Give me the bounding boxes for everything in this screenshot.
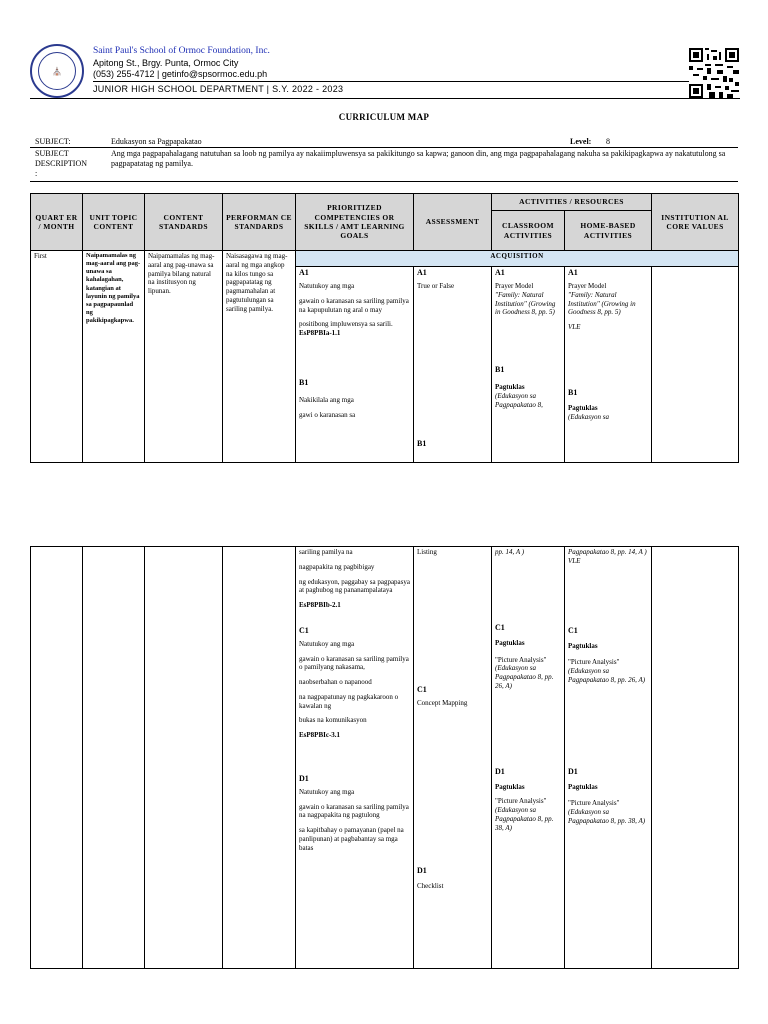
homebased-b1-label: B1 [568, 387, 578, 397]
subject-label: SUBJECT: [35, 137, 71, 146]
competency-b1-text2: gawi o karanasan sa [299, 410, 356, 419]
quarter-value: First [34, 252, 47, 260]
classroom-activity-cell-cont [492, 547, 565, 969]
homebased-d1-resource: (Edukasyon sa Pagpapakatao 8, pp. 38, A) [568, 808, 646, 825]
homebased-activity-cell-cont [565, 547, 652, 969]
core-values-cell [652, 267, 739, 463]
assessment-listing: Listing [417, 548, 437, 556]
description-label-3: : [35, 169, 38, 178]
classroom-d1-label: D1 [495, 766, 505, 776]
header-activities: ACTIVITIES / RESOURCES [492, 194, 652, 211]
competency-c1-text1: Natutukoy ang mga [299, 639, 355, 648]
homebased-c1-label: C1 [568, 625, 578, 635]
classroom-b1-resource: (Edukasyon sa Pagpapakatao 8, [495, 391, 543, 409]
homebased-cont-text: Pagpapakatao 8, pp. 14, A ) VLE [568, 548, 647, 565]
performance-standard-cell [223, 251, 296, 463]
classroom-d1-text: Pagtuklas [495, 782, 525, 791]
competency-b1-text1: Nakikilala ang mga [299, 395, 354, 404]
unit-cell-cont [83, 547, 145, 969]
homebased-c1-text: Pagtuklas [568, 641, 598, 650]
core-values-cell-cont [652, 547, 739, 969]
unit-value: Naipamamalas ng mag-aaral ang pag-unawa sa kahalagahan, katangian at layunin ng pamilya sa pagpapaunlad ng pakikipagkapwa. [86, 252, 141, 324]
description-label-1: SUBJECT [35, 149, 69, 158]
page-title: CURRICULUM MAP [338, 112, 430, 122]
competency-c1-text2: gawain o karanasan sa sariling pamilya o pamilyang nakasama, [299, 654, 409, 672]
content-standard-cell-cont [145, 547, 223, 969]
classroom-a1-resource: "Family: Natural Institution" (Growing in Goodness 8, pp. 5) [495, 290, 556, 317]
competency-a1-code: EsP8PBIa-1.1 [299, 329, 341, 337]
competency-d1-text1: Natutukoy ang mga [299, 787, 355, 796]
subject-description: Ang mga pagpapahalagang natutuhan sa loob ng pamilya ay nakaiimpluwensya sa pakikitungo sa kapwa; ganoon din, ang mga pagpapahalagang nakuha sa pakikipagkapwa ay nakatutulong sa pagpapatatag ng pamilya. [111, 149, 726, 168]
assessment-d1-text: Checklist [417, 881, 444, 890]
assessment-d1-label: D1 [417, 865, 427, 875]
classroom-c1-quote: "Picture Analysis" [495, 655, 547, 664]
description-label-2: DESCRIPTION [35, 159, 88, 168]
classroom-activity-cell [492, 267, 565, 463]
competency-d1-text2: gawain o karanasan sa sariling pamilya na nagpapakita ng pagtulong [299, 802, 409, 820]
header-quarter: QUART ER / MONTH [31, 194, 83, 251]
classroom-c1-label: C1 [495, 622, 505, 632]
classroom-cont-text: pp. 14, A ) [495, 548, 525, 556]
assessment-cell-cont [414, 547, 492, 969]
school-name: Saint Paul's School of Ormoc Foundation, Inc. [93, 46, 270, 56]
classroom-a1-text: Prayer Model [495, 282, 534, 290]
homebased-b1-resource: (Edukasyon sa [568, 412, 610, 421]
competency-cell [296, 267, 414, 463]
competency-c1-text4: na nagpapatunay ng pagkakaroon o kawalan ng [299, 692, 399, 710]
competency-a1-text1: Natutukoy ang mga [299, 282, 355, 290]
classroom-c1-text: Pagtuklas [495, 638, 525, 647]
quarter-cell [31, 251, 83, 463]
homebased-d1-quote: "Picture Analysis" [568, 799, 620, 808]
homebased-activity-cell [565, 267, 652, 463]
competency-code-b1: EsP8PBIb-2.1 [299, 601, 341, 609]
header-assessment: ASSESSMENT [414, 194, 492, 251]
header-homebased: HOME-BASED ACTIVITIES [565, 211, 652, 251]
quarter-cell-cont [31, 547, 83, 969]
homebased-b1-text: Pagtuklas [568, 403, 598, 412]
classroom-d1-quote: "Picture Analysis" [495, 797, 547, 806]
level-value: 8 [606, 137, 610, 146]
performance-standard-value: Naisasagawa ng mag-aaral ng mga angkop na kilos tungo sa pagpapatatag ng pagmamahalan at pagtutulungan sa sariling pamilya. [226, 252, 288, 313]
competency-c1-label: C1 [299, 625, 309, 635]
homebased-a1-vle: VLE [568, 323, 581, 331]
classroom-a1-label: A1 [495, 268, 505, 277]
header-content-standards: CONTENT STANDARDS [145, 194, 223, 251]
subject-value: Edukasyon sa Pagpapakatao [111, 137, 202, 146]
competency-a1-text3: positibong impluwensya sa sarili. [299, 320, 393, 329]
qr-code-icon [689, 48, 739, 98]
assessment-c1-label: C1 [417, 684, 427, 694]
subject-rule [30, 147, 738, 148]
assessment-b1-label: B1 [417, 438, 427, 448]
header-classroom: CLASSROOM ACTIVITIES [492, 211, 565, 251]
competency-cont-text1: sariling pamilya na [299, 548, 353, 556]
level-label: Level: [570, 137, 592, 146]
competency-code-c1: EsP8PBIc-3.1 [299, 731, 341, 739]
curriculum-table-page2 [30, 546, 739, 969]
competency-c1-text3: naobserbahan o napanood [299, 678, 372, 686]
header-bottom-rule [30, 98, 740, 99]
header-divider [93, 81, 693, 82]
unit-cell [83, 251, 145, 463]
competency-d1-label: D1 [299, 773, 309, 783]
seal-icon: ⛪ [38, 52, 76, 90]
school-address: Apitong St., Brgy. Punta, Ormoc City [93, 58, 239, 68]
header-performance-standards: PERFORMAN CE STANDARDS [223, 194, 296, 251]
header-competencies: PRIORITIZED COMPETENCIES OR SKILLS / AMT LEARNING GOALS [296, 194, 414, 251]
curriculum-table-page1 [30, 193, 739, 463]
homebased-d1-label: D1 [568, 766, 578, 776]
homebased-c1-resource: (Edukasyon sa Pagpapakatao 8, pp. 26, A) [568, 667, 646, 684]
header-core-values: INSTITUTION AL CORE VALUES [652, 194, 739, 251]
school-contact: (053) 255-4712 | getinfo@spsormoc.edu.ph [93, 69, 268, 79]
classroom-b1-label: B1 [495, 365, 505, 374]
competency-c1-text5: bukas na komunikasyon [299, 716, 367, 725]
school-seal-logo [30, 44, 84, 98]
homebased-d1-text: Pagtuklas [568, 782, 598, 791]
assessment-c1-text: Concept Mapping [417, 698, 468, 707]
content-standard-cell [145, 251, 223, 463]
classroom-b1-text: Pagtuklas [495, 383, 525, 391]
assessment-cell [414, 267, 492, 463]
homebased-a1-text: Prayer Model [568, 282, 607, 290]
assessment-a1-text: True or False [417, 282, 455, 290]
classroom-c1-resource: (Edukasyon sa Pagpapakatao 8, pp. 26, A) [495, 664, 554, 690]
content-standard-value: Naipamamalas ng mag-aaral ang pag-unawa sa pamilya bilang natural na institusyon ng lipunan. [148, 252, 215, 295]
competency-b1-label: B1 [299, 377, 309, 387]
competency-cont-text2: nagpapakita ng pagbibigay [299, 562, 375, 571]
department-line: JUNIOR HIGH SCHOOL DEPARTMENT | S.Y. 2022 - 2023 [93, 84, 344, 94]
homebased-a1-label: A1 [568, 268, 578, 277]
competency-a1-text2: gawain o karanasan sa sariling pamilya na kapupulutan ng aral o may [299, 296, 409, 314]
performance-standard-cell-cont [223, 547, 296, 969]
competency-cont-text3: ng edukasyon, paggabay sa pagpapasya at paghubog ng pananampalataya [299, 577, 410, 595]
competency-a1-label: A1 [299, 268, 309, 277]
header-unit: UNIT TOPIC CONTENT [83, 194, 145, 251]
assessment-a1-label: A1 [417, 268, 427, 277]
competency-cell-cont [296, 547, 414, 969]
homebased-a1-resource: "Family: Natural Institution" (Growing in Goodness 8, pp. 5) [568, 290, 636, 317]
competency-d1-text3: sa kapitbahay o pamayanan (papel na panlipunan) at pagbabantay sa mga batas [299, 826, 404, 852]
description-rule [30, 181, 738, 182]
homebased-c1-quote: "Picture Analysis" [568, 658, 620, 667]
acquisition-band: ACQUISITION [296, 251, 739, 267]
classroom-d1-resource: (Edukasyon sa Pagpapakatao 8, pp. 38, A) [495, 806, 554, 832]
